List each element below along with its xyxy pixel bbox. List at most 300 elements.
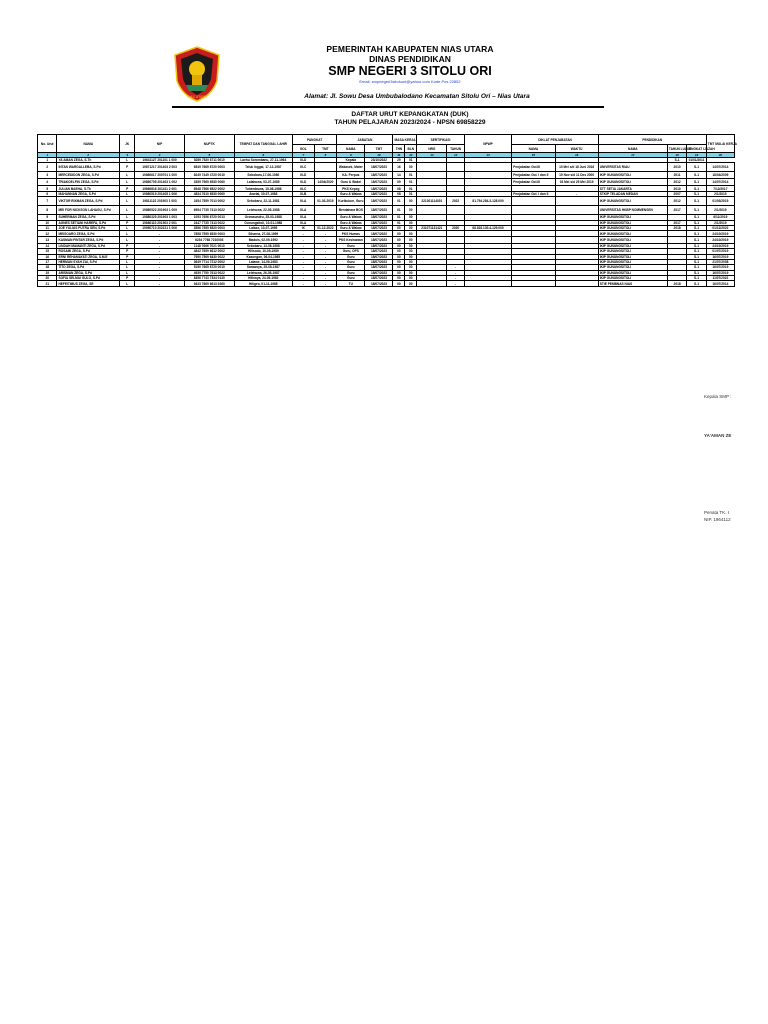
table-cell: 18/07/2023: [365, 191, 393, 196]
col-pendidikan: PENDIDIKAN: [598, 135, 706, 145]
table-cell: IX: [292, 225, 314, 230]
table-cell: Lalawe, 14-09-1983: [234, 259, 292, 264]
table-cell: -: [135, 243, 185, 248]
signature-name: YA'AMAN ZE: [704, 433, 732, 438]
regency-logo: [172, 45, 222, 103]
table-cell: Guru: [337, 259, 365, 264]
table-cell: IKIP GUNUNGSITOLI: [598, 236, 667, 243]
table-cell: 3556 7555 6520 0003: [184, 225, 234, 230]
table-cell: P: [120, 254, 135, 259]
table-cell: STIE PEMBNAS NIAS: [598, 281, 667, 286]
table-cell: -: [314, 243, 337, 248]
table-cell: -: [135, 259, 185, 264]
table-cell: 16/07/2019: [706, 270, 734, 275]
table-cell: 10 Mei s/d 18 Juni 2016: [555, 163, 598, 172]
table-cell: IKIP GUNUNGSITOLI: [598, 254, 667, 259]
table-cell: L: [120, 215, 135, 220]
table-cell: 5: [38, 186, 57, 191]
table-cell: 03 Mei s/d 25 Mei 2019: [555, 179, 598, 186]
table-cell: -: [314, 265, 337, 270]
table-cell: 00: [393, 254, 405, 259]
table-cell: 231071131421: [417, 225, 447, 230]
table-cell: [447, 236, 464, 243]
table-cell: [417, 281, 447, 286]
column-number: 12: [405, 153, 417, 158]
table-cell: 19880110 201903 2 001: [135, 220, 185, 225]
table-cell: 18/07/2023: [365, 179, 393, 186]
table-cell: 2454 7559 7013 0002: [184, 197, 234, 206]
table-cell: S-1: [687, 259, 706, 264]
table-cell: Kepala: [337, 158, 365, 163]
table-cell: 5150 7665 6720 0010: [184, 265, 234, 270]
table-cell: 8356 7743 7334 0130: [184, 276, 234, 281]
table-cell: UNIVERSITAS RIAU: [598, 163, 667, 172]
table-cell: L: [120, 236, 135, 243]
table-cell: 09: [393, 179, 405, 186]
col-masa-kerja: MASA KERJA: [393, 135, 417, 145]
school-address: Alamat: Jl. Sowu Desa Umbubalodano Kecamatan Sitolu Ori – Nias Utara: [304, 93, 530, 100]
table-cell: 8: [38, 206, 57, 215]
table-cell: [447, 172, 464, 179]
table-cell: -: [314, 270, 337, 275]
table-cell: Hiligeo, 01-11-1988: [234, 281, 292, 286]
table-cell: SUHERMAN ZEGA, S.Pd: [57, 215, 120, 220]
table-cell: L: [120, 265, 135, 270]
table-cell: 19 Nov s/d 11 Des 2000: [555, 172, 598, 179]
table-cell: 18/07/2023: [365, 220, 393, 225]
table-cell: 81.794.284.3-128.000: [464, 197, 512, 206]
table-cell: 19950710 202221 1 006: [135, 225, 185, 230]
table-cell: 00: [393, 281, 405, 286]
table-cell: 19811122 201903 1 003: [135, 197, 185, 206]
col-tmt-pangkat: TMT: [314, 145, 337, 153]
table-cell: Tuhembuwa, 15-08-1986: [234, 186, 292, 191]
table-cell: Sebobaru, 13-08-1988: [234, 243, 292, 248]
table-cell: P: [120, 249, 135, 254]
table-cell: KA. Perpus: [337, 172, 365, 179]
table-cell: 01: [405, 179, 417, 186]
table-cell: 4842 7659 6612 0002: [184, 249, 234, 254]
table-cell: -: [135, 281, 185, 286]
table-row: [38, 225, 735, 230]
table-cell: ROSAMI ZEGA, S.Pd: [57, 249, 120, 254]
duk-table-body: [38, 153, 735, 287]
table-cell: [464, 206, 512, 215]
table-cell: 2017: [667, 206, 686, 215]
table-cell: IKIP GUNUNGSITOLI: [598, 220, 667, 225]
department-name: DINAS PENDIDIKAN: [369, 54, 451, 64]
table-cell: 19: [38, 270, 57, 275]
table-cell: STT SETIA JAKARTA: [598, 186, 667, 191]
col-ttl: TEMPAT DAN TANGGAL LAHIR: [234, 135, 292, 153]
table-cell: 01: [393, 206, 405, 215]
table-cell: Kasongan, 06-04-1985: [234, 254, 292, 259]
table-cell: JULIAN BAEHA, S.Th: [57, 186, 120, 191]
column-number: 8: [314, 153, 337, 158]
table-cell: L: [120, 197, 135, 206]
table-cell: LINDAH MAMANTI ZEGA, S.Pd: [57, 243, 120, 248]
table-cell: -: [135, 254, 185, 259]
table-cell: 01/03/2019: [706, 197, 734, 206]
table-cell: Guru: [337, 276, 365, 281]
column-number: 13: [417, 153, 447, 158]
table-cell: 18/07/2023: [365, 276, 393, 281]
table-cell: -: [314, 276, 337, 281]
table-cell: IKIP GUNUNGSITOLI: [598, 197, 667, 206]
table-cell: 3355 7565 6530 0060: [184, 179, 234, 186]
table-cell: 00: [393, 231, 405, 236]
column-number: 14: [447, 153, 464, 158]
table-cell: 01-12-2022: [314, 225, 337, 230]
signature-title: Kepala SMP :: [704, 394, 732, 399]
table-cell: 18/07/2023: [365, 231, 393, 236]
column-number: 16: [555, 153, 598, 158]
col-npwp: NPWP: [464, 135, 512, 153]
table-row: [38, 172, 735, 179]
table-cell: L: [120, 158, 135, 163]
table-cell: PKS Humas: [337, 231, 365, 236]
table-cell: Sebobaru, 22-11-1981: [234, 197, 292, 206]
table-cell: -: [314, 249, 337, 254]
table-cell: 68.816.130.4-129.000: [464, 225, 512, 230]
table-cell: 21: [38, 281, 57, 286]
table-cell: -: [314, 231, 337, 236]
table-cell: 00: [405, 225, 417, 230]
table-row: [38, 215, 735, 220]
table-cell: HEFEITIMUS ZEGA, SE: [57, 281, 120, 286]
table-cell: 12: [38, 231, 57, 236]
table-cell: -: [292, 254, 314, 259]
table-cell: 10: [38, 220, 57, 225]
table-cell: S-1: [687, 179, 706, 186]
duk-table: [37, 134, 735, 287]
table-cell: [512, 206, 555, 215]
table-cell: TRIAKOELFIN ZEGA, S.Pd: [57, 179, 120, 186]
table-cell: -: [135, 231, 185, 236]
table-cell: [464, 172, 512, 179]
table-cell: [314, 163, 337, 172]
table-row: [38, 197, 735, 206]
table-cell: Penjabatan Gol.III: [512, 163, 555, 172]
table-cell: 00: [405, 231, 417, 236]
table-cell: 08: [393, 186, 405, 191]
table-cell: 01/07/2019: [706, 249, 734, 254]
table-cell: 11/07/2022: [706, 276, 734, 281]
table-cell: 00: [405, 259, 417, 264]
signature-rank: Penata TK. I: [704, 510, 729, 515]
table-cell: IKIP GUNUNGSITOLI: [598, 225, 667, 230]
table-cell: -: [447, 270, 464, 275]
col-gol: GOL: [292, 145, 314, 153]
table-cell: 3649 7714 7212 0002: [184, 259, 234, 264]
table-cell: 00: [405, 197, 417, 206]
table-cell: 18/07/2023: [365, 206, 393, 215]
table-cell: -: [314, 281, 337, 286]
table-cell: 00: [405, 276, 417, 281]
table-cell: [447, 206, 464, 215]
table-cell: 7950 7569 6430 0022: [184, 254, 234, 259]
table-cell: Guru & Wakas: [337, 225, 365, 230]
table-cell: 2010: [667, 163, 686, 172]
table-cell: -: [292, 270, 314, 275]
table-cell: III-C: [292, 163, 314, 172]
column-number: 11: [393, 153, 405, 158]
col-no: No. Urut: [38, 135, 57, 153]
table-cell: [447, 163, 464, 172]
table-cell: 17: [38, 259, 57, 264]
table-cell: [417, 179, 447, 186]
table-row: [38, 281, 735, 286]
table-row: [38, 179, 735, 186]
col-nama-pendidikan: NAMA: [598, 145, 667, 153]
table-cell: P: [120, 186, 135, 191]
table-cell: Orowaundru, 25-03-1988: [234, 215, 292, 220]
table-cell: Guru & Wakel: [337, 179, 365, 186]
table-cell: IKIP GUNUNGSITOLI: [598, 270, 667, 275]
table-cell: 16: [38, 254, 57, 259]
table-cell: 5259 7520 6711 0010: [184, 158, 234, 163]
table-cell: III-B: [292, 191, 314, 196]
table-cell: -: [447, 276, 464, 281]
table-cell: -: [292, 281, 314, 286]
table-cell: -: [292, 236, 314, 243]
table-cell: 18/07/2023: [365, 270, 393, 275]
table-cell: S-1: [687, 265, 706, 270]
table-cell: P: [120, 276, 135, 281]
table-cell: MERCEDIDON ZEGA, S.Pd: [57, 172, 120, 179]
table-cell: 18/07/2023: [365, 215, 393, 220]
table-cell: [555, 236, 598, 243]
table-cell: 9433 7669 6613 0260: [184, 281, 234, 286]
table-cell: 18/07/2023: [365, 163, 393, 172]
table-cell: [314, 172, 337, 179]
table-cell: [417, 163, 447, 172]
table-cell: L: [120, 281, 135, 286]
table-cell: P: [120, 243, 135, 248]
table-cell: 2017: [667, 220, 686, 225]
table-cell: S-1: [687, 225, 706, 230]
column-number: 1: [38, 153, 57, 158]
table-cell: 14/07/2014: [706, 163, 734, 172]
column-number: 6: [234, 153, 292, 158]
title-line-2: TAHUN PELAJARAN 2023/2024 - NPSN 69858229: [334, 119, 486, 126]
table-cell: Lelehuwa, 26-05-1987: [234, 270, 292, 275]
table-cell: III-C: [292, 186, 314, 191]
table-row: [38, 206, 735, 215]
table-cell: 2020: [447, 225, 464, 230]
table-cell: 13: [38, 236, 57, 243]
table-cell: III-A: [292, 206, 314, 215]
table-cell: TITO ZEGA, S.Pd: [57, 265, 120, 270]
table-cell: Penjabatan Gol. I dan II: [512, 191, 555, 196]
table-cell: 7858 7555 6530 0003: [184, 231, 234, 236]
table-cell: 18/07/2023: [365, 265, 393, 270]
col-tmt-mulai: TMT MULAI KERJA: [706, 135, 734, 153]
col-diklat: DIKLAT PENJABATAN: [512, 135, 598, 145]
table-cell: 4: [38, 179, 57, 186]
table-cell: [464, 163, 512, 172]
column-number: 4: [135, 153, 185, 158]
table-cell: 4834 7610 6530 0060: [184, 191, 234, 196]
table-cell: VIKTOR RIXMAN ZEGA, S.Pd: [57, 197, 120, 206]
table-cell: 24/10/2019: [706, 236, 734, 243]
table-cell: IKIP GUNUNGSITOLI: [598, 243, 667, 248]
table-cell: 01: [393, 215, 405, 220]
table-cell: 2011: [667, 172, 686, 179]
table-cell: III-D: [292, 179, 314, 186]
table-cell: 00: [393, 259, 405, 264]
table-cell: 00: [393, 265, 405, 270]
table-cell: III-D: [292, 172, 314, 179]
table-cell: 14: [393, 172, 405, 179]
table-cell: S-1: [687, 236, 706, 243]
table-cell: [464, 236, 512, 243]
table-cell: 2: [38, 163, 57, 172]
table-cell: -: [135, 249, 185, 254]
table-cell: 2007: [667, 191, 686, 196]
table-cell: IKIP GUNUNGSITOLI: [598, 179, 667, 186]
table-cell: KASMAN FINTAR ZEGA, S.Pd: [57, 236, 120, 243]
table-cell: 7: [38, 197, 57, 206]
column-number: 5: [184, 153, 234, 158]
table-cell: 01: [405, 191, 417, 196]
table-cell: Guru: [337, 265, 365, 270]
table-cell: Guru & Wakas: [337, 220, 365, 225]
table-cell: IKIP GUNUNGSITOLI: [598, 172, 667, 179]
table-cell: 01/01/2011: [688, 158, 705, 163]
col-nama: NAMA: [57, 135, 120, 153]
table-cell: 00: [393, 276, 405, 281]
table-cell: Guru, OPS: [337, 249, 365, 254]
title-line-1: DAFTAR URUT KEPANGKATAN (DUK): [351, 111, 469, 118]
col-nuptk: NUPTK: [184, 135, 234, 153]
table-cell: 24/10/2019: [706, 231, 734, 236]
table-cell: -: [292, 231, 314, 236]
table-cell: L: [120, 172, 135, 179]
table-cell: 2012: [667, 197, 686, 206]
table-cell: S-1: [687, 206, 706, 215]
table-cell: 15: [38, 249, 57, 254]
table-cell: 1148 7666 7021 0010: [184, 243, 234, 248]
table-cell: Maduis, 02-09-1992: [234, 236, 292, 243]
school-name: SMP NEGERI 3 SITOLU ORI: [328, 64, 492, 78]
column-number: 17: [598, 153, 667, 158]
table-cell: [555, 281, 598, 286]
table-cell: 2018: [667, 225, 686, 230]
col-tahun-sert: TAHUN: [447, 145, 464, 153]
col-sertifikasi: SERTIFIKASI: [417, 135, 465, 145]
table-cell: 2022: [447, 197, 464, 206]
table-cell: 18/07/2023: [365, 225, 393, 230]
table-cell: 18/07/2023: [365, 259, 393, 264]
table-cell: Teluk Inggal, 17-12-1987: [234, 163, 292, 172]
col-thn: THN: [393, 145, 405, 153]
col-nama-diklat: NAMA: [512, 145, 555, 153]
table-cell: [512, 197, 555, 206]
table-cell: P: [120, 220, 135, 225]
table-cell: 00: [393, 236, 405, 243]
table-cell: 00: [405, 206, 417, 215]
table-cell: 01: [405, 158, 417, 163]
table-cell: STKIP TELADAN MEDAN: [598, 191, 667, 196]
col-jk: JK: [120, 135, 135, 153]
letterhead: [230, 44, 590, 85]
col-tingkat-ijazah: TINGKAT IJAZAH: [688, 146, 715, 151]
table-cell: 1053 7656 6720 0013: [184, 215, 234, 220]
table-cell: 4939 7750 7613 0022: [184, 270, 234, 275]
table-cell: 01: [393, 220, 405, 225]
table-cell: 00: [393, 243, 405, 248]
column-number: 2: [57, 153, 120, 158]
table-cell: 21/07/2008: [706, 259, 734, 264]
table-cell: IKIP GUNUNGSITOLI: [598, 249, 667, 254]
column-number: 20: [706, 153, 734, 158]
document-title: [230, 111, 590, 127]
table-cell: 19871217 201403 2 003: [135, 163, 185, 172]
col-waktu-diklat: WAKTU: [555, 145, 598, 153]
table-cell: Sebobaru,17-06-1980: [234, 172, 292, 179]
table-cell: L: [120, 270, 135, 275]
table-cell: III-A: [292, 220, 314, 225]
table-cell: Guru: [337, 243, 365, 248]
table-cell: 18/07/2023: [365, 197, 393, 206]
table-cell: 00: [393, 249, 405, 254]
table-cell: Bendahara BOS: [337, 206, 365, 215]
table-cell: ARISMAN ZEGA, S.Pd: [57, 270, 120, 275]
table-cell: L: [120, 179, 135, 186]
column-number: 3: [120, 153, 135, 158]
table-cell: Guru: [337, 254, 365, 259]
table-cell: S-1: [687, 191, 706, 196]
table-cell: 9: [38, 215, 57, 220]
table-cell: Penjabatan Gol.III: [512, 179, 555, 186]
table-cell: -: [135, 236, 185, 243]
table-cell: YA'AMAN ZEGA, S.Th: [57, 158, 120, 163]
government-name: PEMERINTAH KABUPATEN NIAS UTARA: [326, 44, 494, 54]
table-cell: 00: [405, 215, 417, 220]
table-cell: L: [120, 231, 135, 236]
table-cell: 00: [393, 225, 405, 230]
table-cell: [512, 281, 555, 286]
table-cell: 7/12/2017: [706, 186, 734, 191]
table-cell: 14/04/2020: [314, 179, 337, 186]
table-cell: S-1: [687, 276, 706, 281]
table-cell: 24/10/2019: [706, 243, 734, 248]
column-number: 7: [292, 153, 314, 158]
table-cell: [447, 179, 464, 186]
table-cell: Siharna, 27-08-1999: [234, 231, 292, 236]
table-cell: Laehu Sorombanu, 27-11-1964: [234, 158, 292, 163]
table-cell: Awelai, 30-07-1988: [234, 191, 292, 196]
table-cell: IKIP GUNUNGSITOLI: [598, 276, 667, 281]
table-row: [38, 220, 735, 225]
table-cell: 18/07/2023: [365, 236, 393, 243]
table-cell: PKS Kepeg: [337, 186, 365, 191]
table-cell: ERNI REHAMAYATI ZEGA, S.M.E: [57, 254, 120, 259]
table-cell: UNIVERSITAS HKBP NOMMENSEN: [598, 206, 667, 215]
table-cell: 01/12/2022: [706, 225, 734, 230]
table-cell: 19860816 201411 2 001: [135, 186, 185, 191]
table-cell: -: [555, 191, 598, 196]
table-cell: 3: [38, 172, 57, 179]
table-cell: 23/10/2022: [365, 158, 393, 163]
table-cell: IKIP GUNUNGSITOLI: [598, 259, 667, 264]
col-tmt-jabatan: TMT: [365, 145, 393, 153]
table-cell: AGNES SETIANI HAREFA, S.Pd: [57, 220, 120, 225]
table-cell: 18/07/2023: [365, 254, 393, 259]
contact-line[interactable]: Email: smpnegeri3sitoluori@yahoo.com Kode Pos 22852: [359, 79, 461, 84]
table-cell: L: [120, 191, 135, 196]
